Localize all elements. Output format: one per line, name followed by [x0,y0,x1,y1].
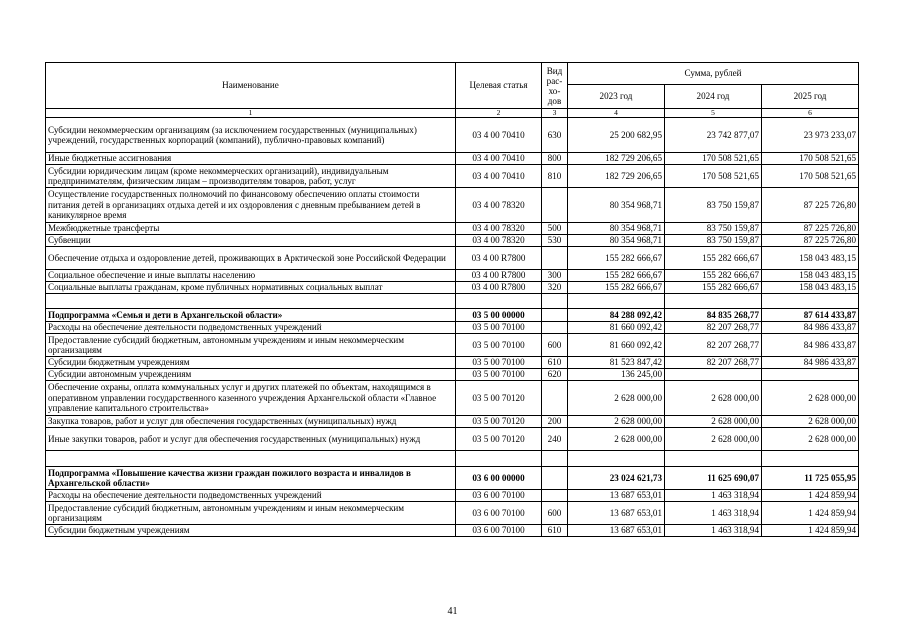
row-2025: 1 424 859,94 [762,525,859,537]
row-kind: 600 [542,502,568,525]
row-kind [542,188,568,223]
row-name: Подпрограмма «Семья и дети в Архангельской области» [46,309,456,322]
budget-table [45,62,859,537]
table-row [46,416,859,428]
table-row [46,247,859,270]
table-row [46,322,859,334]
row-2023: 155 282 666,67 [568,282,665,294]
row-2023: 155 282 666,67 [568,270,665,282]
row-name: Субсидии бюджетным учреждениям [46,525,456,537]
row-kind [542,467,568,490]
row-kind: 610 [542,525,568,537]
row-name: Субсидии автономным учреждениям [46,369,456,381]
row-code: 03 5 00 70100 [456,322,542,334]
row-2023: 81 660 092,42 [568,322,665,334]
row-code: 03 4 00 R7800 [456,247,542,270]
row-name: Социальные выплаты гражданам, кроме публичных нормативных социальных выплат [46,282,456,294]
row-2025: 87 225 726,80 [762,235,859,247]
table-row [46,118,859,153]
row-kind: 530 [542,235,568,247]
row-code: 03 6 00 70100 [456,490,542,502]
row-2023: 81 660 092,42 [568,334,665,357]
table-row [46,223,859,235]
row-kind [542,490,568,502]
row-2024: 170 508 521,65 [665,153,762,165]
row-code: 03 4 00 78320 [456,223,542,235]
row-name: Предоставление субсидий бюджетным, автономным учреждениям и иным некоммерческим организациям [46,334,456,357]
row-2024: 23 742 877,07 [665,118,762,153]
row-code: 03 5 00 70120 [456,416,542,428]
row-name: Обеспечение отдыха и оздоровление детей, проживающих в Арктической зоне Российской Федерации [46,247,456,270]
row-2023 [568,451,665,467]
header-name: Наименование [46,63,456,109]
row-2023: 81 523 847,42 [568,357,665,369]
table-row [46,282,859,294]
row-code [456,294,542,309]
row-2025: 87 225 726,80 [762,223,859,235]
row-kind: 200 [542,416,568,428]
row-2024: 1 463 318,94 [665,502,762,525]
col-index-1: 1 [46,109,456,118]
row-2025: 2 628 000,00 [762,381,859,416]
row-code: 03 6 00 70100 [456,502,542,525]
row-2025: 2 628 000,00 [762,428,859,451]
row-2024: 1 463 318,94 [665,525,762,537]
row-2025 [762,369,859,381]
row-2024: 2 628 000,00 [665,428,762,451]
table-row [46,467,859,490]
row-code: 03 6 00 70100 [456,525,542,537]
row-2024: 170 508 521,65 [665,165,762,188]
row-2023 [568,294,665,309]
row-2025: 170 508 521,65 [762,153,859,165]
table-row [46,309,859,322]
row-name: Обеспечение охраны, оплата коммунальных услуг и других платежей по объектам, находящимся в оперативном управлении государственного казенного учреждения Архангельской области «Главное управление капитального строительства» [46,381,456,416]
row-2023: 80 354 968,71 [568,235,665,247]
row-kind [542,451,568,467]
row-2025: 1 424 859,94 [762,490,859,502]
row-2024: 83 750 159,87 [665,223,762,235]
header-2025: 2025 год [762,85,859,109]
row-name: Субсидии некоммерческим организациям (за исключением государственных (муниципальных) учреждений, государственных корпораций (компаний), публично-правовых компаний) [46,118,456,153]
row-2023: 13 687 653,01 [568,490,665,502]
row-kind: 620 [542,369,568,381]
row-2024 [665,369,762,381]
table-row [46,525,859,537]
row-2023: 23 024 621,73 [568,467,665,490]
row-kind [542,309,568,322]
row-2023: 13 687 653,01 [568,502,665,525]
row-name: Расходы на обеспечение деятельности подведомственных учреждений [46,322,456,334]
row-2025: 84 986 433,87 [762,334,859,357]
row-2023: 136 245,00 [568,369,665,381]
row-2023: 155 282 666,67 [568,247,665,270]
table-row [46,381,859,416]
row-kind: 600 [542,334,568,357]
row-kind: 320 [542,282,568,294]
row-name: Иные бюджетные ассигнования [46,153,456,165]
row-name: Социальное обеспечение и иные выплаты населению [46,270,456,282]
table-row [46,502,859,525]
header-2023: 2023 год [568,85,665,109]
row-2025: 23 973 233,07 [762,118,859,153]
row-kind: 500 [542,223,568,235]
page-number: 41 [447,606,458,617]
row-code: 03 4 00 R7800 [456,270,542,282]
row-2023: 80 354 968,71 [568,223,665,235]
row-name: Субсидии юридическим лицам (кроме некоммерческих организаций), индивидуальным предпринимателям, физическим лицам – производителям товаров, работ, услуг [46,165,456,188]
row-code: 03 4 00 70410 [456,118,542,153]
row-name: Предоставление субсидий бюджетным, автономным учреждениям и иным некоммерческим организациям [46,502,456,525]
row-2024 [665,294,762,309]
header-kind: Вид рас-хо-дов [542,63,568,109]
row-code: 03 6 00 00000 [456,467,542,490]
row-2024: 155 282 666,67 [665,270,762,282]
row-2023: 25 200 682,95 [568,118,665,153]
row-2025: 87 614 433,87 [762,309,859,322]
row-name: Закупка товаров, работ и услуг для обеспечения государственных (муниципальных) нужд [46,416,456,428]
row-kind: 300 [542,270,568,282]
row-name [46,294,456,309]
col-index-4: 4 [568,109,665,118]
row-code: 03 4 00 R7800 [456,282,542,294]
row-kind: 630 [542,118,568,153]
row-code: 03 4 00 70410 [456,165,542,188]
table-row [46,490,859,502]
row-name: Осуществление государственных полномочий по финансовому обеспечению оплаты стоимости питания детей в организациях отдыха детей и их оздоровления с дневным пребыванием детей в каникулярное время [46,188,456,223]
row-name: Межбюджетные трансферты [46,223,456,235]
row-kind: 610 [542,357,568,369]
table-row [46,428,859,451]
row-2024: 2 628 000,00 [665,381,762,416]
table-row [46,451,859,467]
row-name: Расходы на обеспечение деятельности подведомственных учреждений [46,490,456,502]
header-row [46,63,859,85]
row-2023: 2 628 000,00 [568,416,665,428]
row-2023: 2 628 000,00 [568,381,665,416]
header-2024: 2024 год [665,85,762,109]
row-kind [542,381,568,416]
header-target: Целевая статья [456,63,542,109]
row-2024 [665,451,762,467]
table-row [46,357,859,369]
row-2025: 158 043 483,15 [762,270,859,282]
row-name [46,451,456,467]
row-2024: 82 207 268,77 [665,322,762,334]
row-2025: 158 043 483,15 [762,282,859,294]
row-name: Субвенции [46,235,456,247]
row-code [456,451,542,467]
row-2024: 155 282 666,67 [665,247,762,270]
row-name: Подпрограмма «Повышение качества жизни граждан пожилого возраста и инвалидов в Архангельской области» [46,467,456,490]
column-index-row [46,109,859,118]
row-2024: 82 207 268,77 [665,357,762,369]
row-code: 03 5 00 00000 [456,309,542,322]
row-2025: 87 225 726,80 [762,188,859,223]
row-code: 03 5 00 70100 [456,357,542,369]
row-name: Субсидии бюджетным учреждениям [46,357,456,369]
row-code: 03 5 00 70100 [456,369,542,381]
row-2023: 80 354 968,71 [568,188,665,223]
row-2023: 13 687 653,01 [568,525,665,537]
table-row [46,235,859,247]
row-2024: 82 207 268,77 [665,334,762,357]
row-2023: 182 729 206,65 [568,165,665,188]
table-row [46,334,859,357]
row-2025: 11 725 055,95 [762,467,859,490]
table-row [46,165,859,188]
row-2025: 1 424 859,94 [762,502,859,525]
col-index-3: 3 [542,109,568,118]
row-2025 [762,451,859,467]
row-2024: 11 625 690,07 [665,467,762,490]
row-2025: 158 043 483,15 [762,247,859,270]
row-code: 03 4 00 78320 [456,188,542,223]
row-kind [542,294,568,309]
row-2024: 155 282 666,67 [665,282,762,294]
row-code: 03 5 00 70120 [456,381,542,416]
row-kind: 800 [542,153,568,165]
row-2023: 2 628 000,00 [568,428,665,451]
row-2025: 2 628 000,00 [762,416,859,428]
table-row [46,153,859,165]
row-kind: 810 [542,165,568,188]
row-2024: 84 835 268,77 [665,309,762,322]
row-2024: 83 750 159,87 [665,235,762,247]
row-kind [542,322,568,334]
row-2025 [762,294,859,309]
row-kind [542,247,568,270]
row-kind: 240 [542,428,568,451]
row-2023: 182 729 206,65 [568,153,665,165]
row-2024: 83 750 159,87 [665,188,762,223]
row-name: Иные закупки товаров, работ и услуг для обеспечения государственных (муниципальных) нужд [46,428,456,451]
row-code: 03 5 00 70100 [456,334,542,357]
col-index-6: 6 [762,109,859,118]
row-2025: 84 986 433,87 [762,322,859,334]
col-index-2: 2 [456,109,542,118]
table-row [46,294,859,309]
table-row [46,369,859,381]
row-code: 03 4 00 70410 [456,153,542,165]
row-2025: 84 986 433,87 [762,357,859,369]
col-index-5: 5 [665,109,762,118]
row-2024: 2 628 000,00 [665,416,762,428]
table-row [46,188,859,223]
row-code: 03 4 00 78320 [456,235,542,247]
row-2023: 84 288 092,42 [568,309,665,322]
table-row [46,270,859,282]
row-2025: 170 508 521,65 [762,165,859,188]
header-sum: Сумма, рублей [568,63,859,85]
row-2024: 1 463 318,94 [665,490,762,502]
row-code: 03 5 00 70120 [456,428,542,451]
